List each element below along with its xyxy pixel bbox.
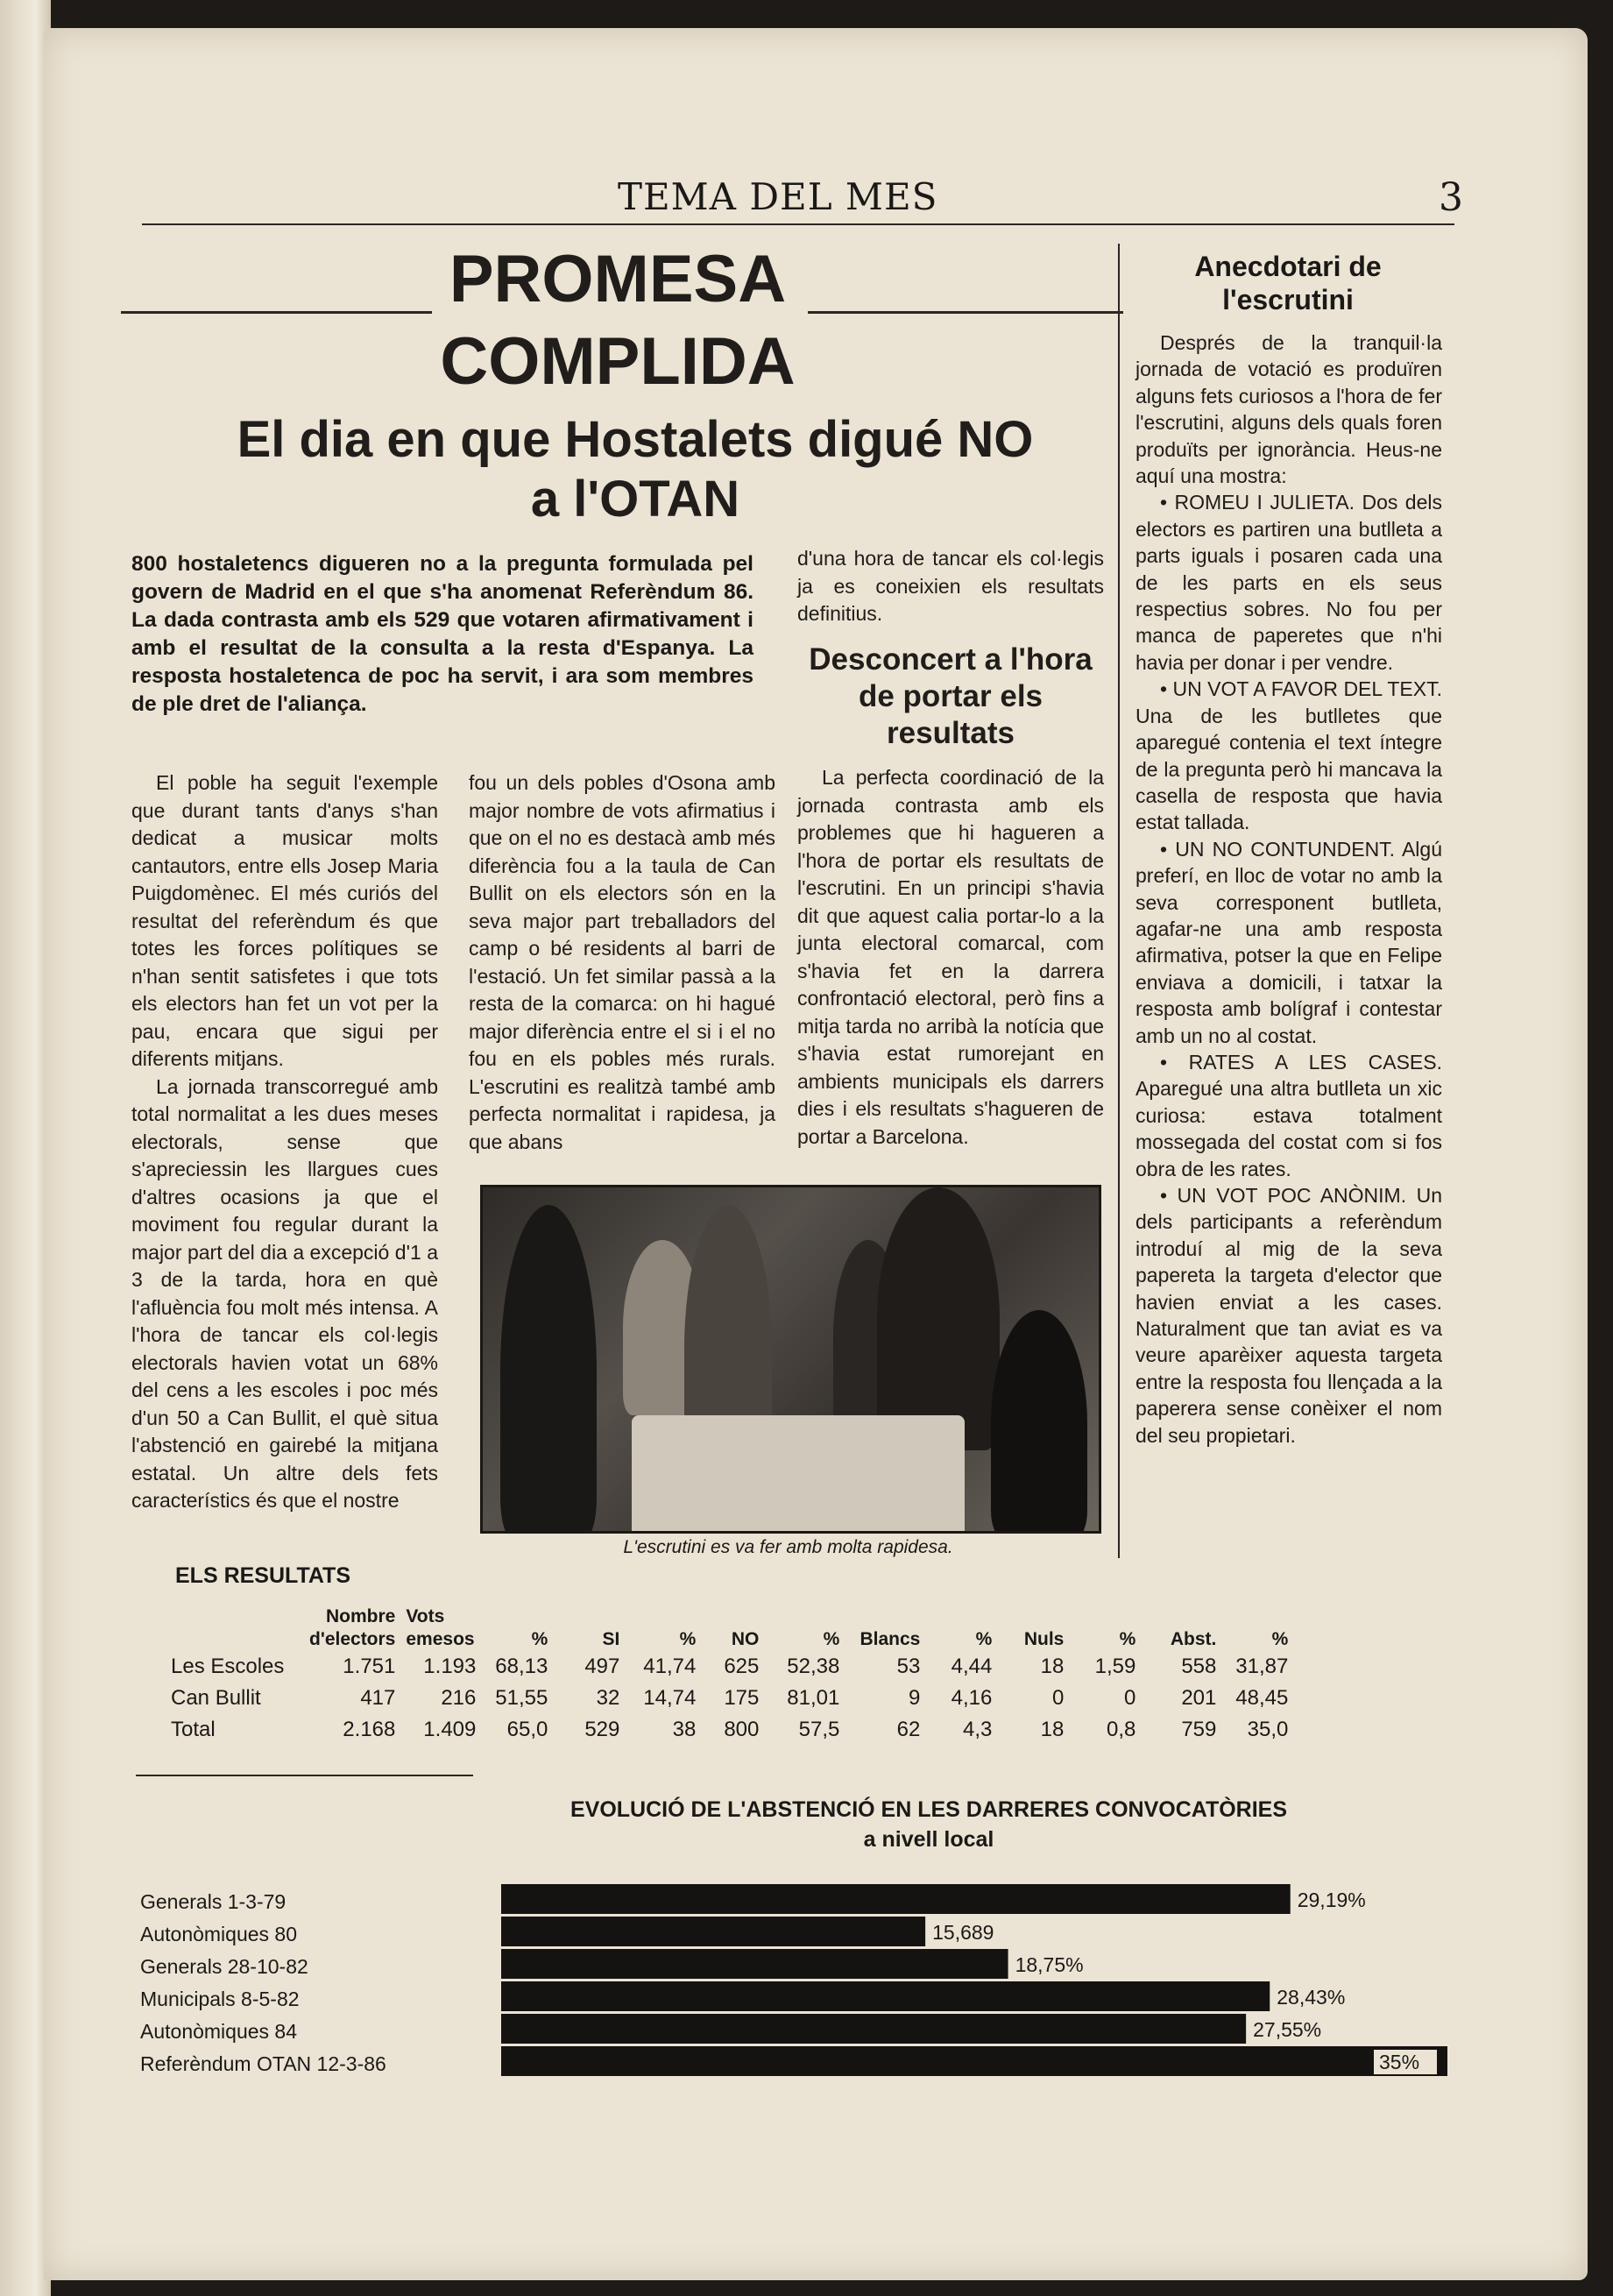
results-row <box>171 1683 1293 1714</box>
cell: 14,74 <box>643 1686 697 1710</box>
cell: 52,38 <box>787 1655 840 1678</box>
column-3-intro: d'una hora de tancar els col·legis ja es coneixien els resultats definitius. <box>797 547 1104 625</box>
photo-figure <box>500 1205 597 1534</box>
cell: 1.409 <box>423 1718 477 1741</box>
cell: 800 <box>724 1718 760 1741</box>
sidebar-divider <box>1118 244 1120 1558</box>
section-title: TEMA DEL MES <box>618 175 938 218</box>
sidebar-title <box>1130 250 1446 316</box>
headline-line-2: COMPLIDA <box>440 324 796 399</box>
subheading-line-1: Desconcert a l'hora <box>809 642 1093 677</box>
header-cell <box>171 1602 304 1651</box>
category-label: Generals 28-10-82 <box>140 1955 308 1978</box>
sidebar-item: • UN VOT A FAVOR DEL TEXT. Una de les butlletes que aparegué contenia el text íntegre de la pregunta però hi mancava la casella de resposta que havia estat tallada. <box>1135 677 1442 834</box>
cell: 0 <box>1052 1686 1065 1710</box>
header-cell: Nuls <box>1023 1629 1065 1649</box>
headline-rule-right <box>808 311 1123 314</box>
subheading-line-2: de portar els <box>858 679 1043 713</box>
photo-figure <box>877 1187 1000 1450</box>
header-cell: NO <box>731 1629 760 1649</box>
cell: 9 <box>909 1686 921 1710</box>
bar-value-label: 28,43% <box>1277 1986 1346 2009</box>
bar-value-label: 35% <box>1379 2051 1420 2073</box>
cell: 1.193 <box>423 1655 477 1678</box>
subheadline-line-1: El dia en que Hostalets digué NO <box>237 411 1034 468</box>
header-cell: % <box>531 1629 548 1649</box>
headline-line-1: PROMESA <box>449 242 787 316</box>
category-label: Autonòmiques 80 <box>140 1923 298 1945</box>
category-label: Generals 1-3-79 <box>140 1890 287 1913</box>
sidebar-item: • UN VOT POC ANÒNIM. Un dels participants a referèndum introduí al mig de la seva papereta la targeta d'elector que havien enviat a les cases. Naturalment que tan aviat es va veure aparèixer aquesta targeta entre la resposta fou llençada a la paperera sense conèixer el nom del seu propietari. <box>1135 1184 1442 1447</box>
header-cell: % <box>975 1629 993 1649</box>
results-title: ELS RESULTATS <box>175 1563 350 1588</box>
page-header <box>101 175 1463 228</box>
header-cell: SI <box>602 1629 620 1649</box>
photo-figure <box>991 1310 1087 1534</box>
row-label: Can Bullit <box>171 1686 261 1710</box>
bar-value-label: 18,75% <box>1015 1953 1084 1976</box>
subheadline-line-2: a l'OTAN <box>530 471 740 528</box>
chart-category-labels <box>140 1886 386 2080</box>
cell: 1.751 <box>343 1655 396 1678</box>
lead-paragraph: 800 hostaletencs digueren no a la pregunta formulada pel govern de Madrid en el que s'ha anomenat Referèndum 86. La dada contrasta amb els 529 que votaren afirmativament i amb el resultat de la consulta a la resta d'Espanya. La resposta hostaletenca de poc ha servit, i ara som membres de ple dret de l'aliança. <box>131 552 753 716</box>
abstention-bar <box>501 1949 1008 1979</box>
column-1-paragraph-2: La jornada transcorregué amb total normalitat a les dues meses electorals, sense que s'apreciessin les llargues cues d'altres ocasions ja que el moviment fou regular durant la major part del dia a excepció d'1 a 3 de la tarda, hora en què l'afluència fou molt més intensa. A l'hora de tancar els col·legis electorals havien votat un 68% del cens a les escoles i poc més d'un 50 a Can Bullit, el què situa l'abstenció en gairebé la mitjana estatal. Un altre dels fets característics és que el nostre <box>131 1074 438 1512</box>
cell: 0,8 <box>1106 1718 1136 1741</box>
abstention-bar <box>501 2014 1246 2044</box>
cell: 4,44 <box>951 1655 993 1678</box>
page-number: 3 <box>1439 175 1463 220</box>
header-rule <box>142 223 1454 225</box>
bar-value-label: 27,55% <box>1253 2018 1322 2041</box>
header-cell: % <box>679 1629 697 1649</box>
cell: 51,55 <box>495 1686 548 1710</box>
cell: 18 <box>1040 1718 1065 1741</box>
sidebar-item: • RATES A LES CASES. Aparegué una altra butlleta un xic curiosa: estava totalment mossegada del costat com si fos obra de les rates. <box>1135 1050 1442 1180</box>
header-cell: Abst. <box>1170 1629 1217 1649</box>
chart-title <box>421 1795 1437 1854</box>
header-cell: % <box>1119 1629 1136 1649</box>
cell: 38 <box>672 1718 697 1741</box>
cell: 41,74 <box>643 1655 697 1678</box>
main-headline <box>421 238 815 403</box>
cell: 1,59 <box>1094 1655 1136 1678</box>
header-cell: Vots emesos <box>406 1606 475 1649</box>
header-cell: % <box>1271 1629 1289 1649</box>
results-underline <box>136 1775 473 1776</box>
category-label: Autonòmiques 84 <box>140 2020 298 2043</box>
cell: 62 <box>896 1718 921 1741</box>
abstention-bar <box>501 1884 1291 1914</box>
column-2-paragraph: fou un dels pobles d'Osona amb major nombre de vots afirmatius i que on el no es destacà amb més diferència fou a la taula de Can Bullit on els electors són en la seva major part treballadors del camp o bé residents al barri de l'estació. Un fet similar passà a la resta de la comarca: on hi hagué major diferència entre el si i el no fou en els pobles més rurals. L'escrutini es realitzà també amb perfecta normalitat i rapidesa, ja que abans <box>469 771 775 1153</box>
cell: 216 <box>441 1686 477 1710</box>
news-photo <box>480 1185 1101 1534</box>
cell: 175 <box>724 1686 760 1710</box>
chart-title-text: EVOLUCIÓ DE L'ABSTENCIÓ EN LES DARRERES CONVOCATÒRIES <box>570 1797 1288 1822</box>
results-table <box>171 1602 1293 1746</box>
column-1-paragraph-1: El poble ha seguit l'exemple que durant tants d'anys s'han dedicat a musicar molts cantautors, entre ells Josep Maria Puigdomènec. El més curiós del resultat del referèndum és que totes les forces polítiques se n'han sentit satisfetes i que tots els electors han fet un vot per la pau, encara que sigui per diferents mitjans. <box>131 771 438 1070</box>
abstention-bar <box>501 1981 1270 2011</box>
column-3-paragraph: La perfecta coordinació de la jornada contrasta amb els problemes que hi hagueren a l'hora de portar els resultats de l'escrutini. En un principi s'havia dit que aquest calia portar-lo a la junta electoral comarcal, com s'havia fet en la darrera confrontació electoral, però fins a mitja tarda no arribà la notícia que s'havia estat rumorejant en ambients municipals els darrers dies i els resultats s'hagueren de portar a Barcelona. <box>797 766 1104 1148</box>
sidebar-intro: Després de la tranquil·la jornada de votació es produïren alguns fets curiosos a l'hora de fer l'escrutini, alguns dels quals foren produïts per ignorància. Heus-ne aquí una mostra: <box>1135 331 1442 488</box>
chart-subtitle: a nivell local <box>863 1827 994 1852</box>
ballot-table <box>632 1415 965 1534</box>
row-label: Les Escoles <box>171 1655 285 1678</box>
cell: 65,0 <box>506 1718 548 1741</box>
cell: 4,3 <box>962 1718 993 1741</box>
article-column-3-top <box>797 545 1104 628</box>
category-label: Referèndum OTAN 12-3-86 <box>140 2052 386 2075</box>
subheadline <box>175 410 1095 529</box>
category-label: Municipals 8-5-82 <box>140 1988 300 2010</box>
cell: 625 <box>724 1655 760 1678</box>
sidebar-title-line-2: l'escrutini <box>1222 284 1354 315</box>
results-row <box>171 1714 1293 1746</box>
abstention-bar <box>501 1917 925 1946</box>
sidebar-item: • ROMEU I JULIETA. Dos dels electors es partiren una butlleta a parts iguals i posaren cada una de les parts en els seus respectius sobres. No fou per manca de paperetes que n'hi havia per donar i per vendre. <box>1135 491 1442 674</box>
cell: 48,45 <box>1235 1686 1289 1710</box>
cell: 32 <box>596 1686 620 1710</box>
photo-caption: L'escrutini es va fer amb molta rapidesa. <box>623 1537 953 1557</box>
cell: 2.168 <box>343 1718 396 1741</box>
cell: 529 <box>584 1718 620 1741</box>
row-label: Total <box>171 1718 216 1741</box>
abstention-bar-chart <box>501 1874 1465 2084</box>
cell: 18 <box>1040 1655 1065 1678</box>
bar-value-label: 29,19% <box>1297 1889 1366 1911</box>
article-column-2 <box>469 769 775 1156</box>
header-cell: Blancs <box>860 1629 921 1649</box>
cell: 558 <box>1181 1655 1217 1678</box>
subheading-line-3: resultats <box>887 716 1015 750</box>
article-column-3 <box>797 764 1104 1151</box>
header-cell: Nombre d'electors <box>309 1606 396 1649</box>
cell: 0 <box>1124 1686 1136 1710</box>
header-cell: % <box>823 1629 840 1649</box>
article-column-1 <box>131 769 438 1515</box>
cell: 417 <box>360 1686 396 1710</box>
results-header-row <box>171 1602 1293 1651</box>
cell: 68,13 <box>495 1655 548 1678</box>
cell: 35,0 <box>1247 1718 1289 1741</box>
cell: 497 <box>584 1655 620 1678</box>
sidebar-title-line-1: Anecdotari de <box>1194 251 1382 282</box>
sidebar-item: • UN NO CONTUNDENT. Algú preferí, en lloc de votar no amb la seva corresponent butlleta, agafar-ne una amb resposta afirmativa, potser la que en Felipe enviava a domicili, i tatxar la resposta amb bolígraf i contestar amb un no al costat. <box>1135 837 1442 1047</box>
sidebar-body <box>1135 330 1442 1449</box>
section-subheading <box>793 641 1108 752</box>
headline-rule-left <box>121 311 432 314</box>
cell: 81,01 <box>787 1686 840 1710</box>
cell: 4,16 <box>951 1686 993 1710</box>
abstention-bar <box>501 2046 1447 2076</box>
results-row <box>171 1651 1293 1683</box>
cell: 201 <box>1181 1686 1217 1710</box>
cell: 57,5 <box>798 1718 840 1741</box>
bar-value-label: 15,689 <box>932 1921 994 1944</box>
cell: 31,87 <box>1235 1655 1289 1678</box>
cell: 759 <box>1181 1718 1217 1741</box>
cell: 53 <box>896 1655 921 1678</box>
